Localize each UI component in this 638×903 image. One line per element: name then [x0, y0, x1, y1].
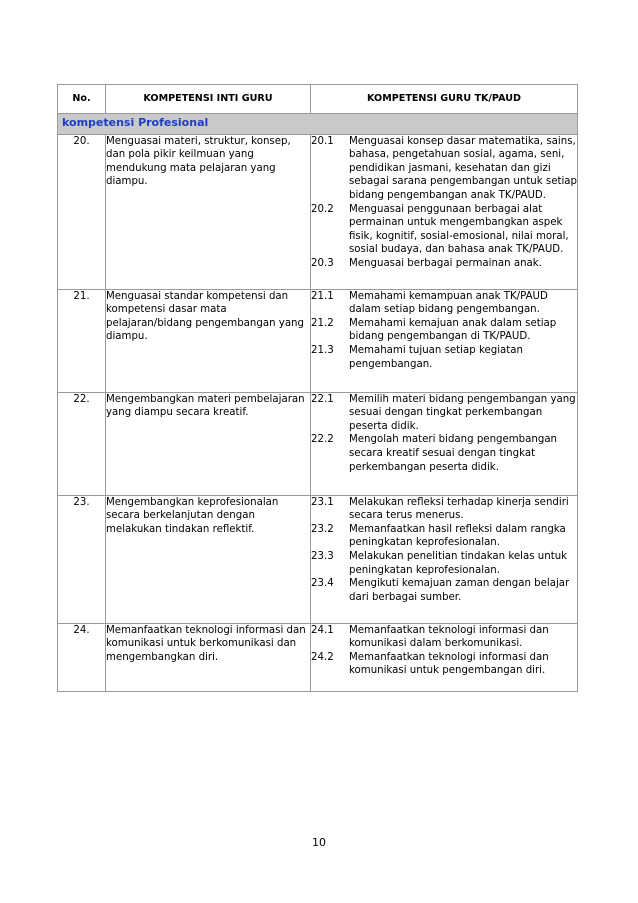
sub-competency-number: 24.2 — [311, 651, 334, 663]
core-competency-text: Menguasai standar kompetensi dan kompetensi dasar mata pelajaran/bidang pengembangan yang diampu. — [106, 289, 311, 392]
sub-competency-item — [311, 203, 577, 257]
sub-competency-number: 23.4 — [311, 578, 334, 590]
sub-competency-item — [311, 433, 577, 474]
section-row — [58, 114, 578, 135]
sub-competency-item — [311, 317, 577, 344]
competency-table — [57, 84, 578, 692]
sub-competency-item — [311, 135, 577, 203]
table-row — [58, 623, 578, 691]
sub-competency-item — [311, 651, 577, 678]
sub-competency-item — [311, 523, 577, 550]
row-number: 22. — [58, 392, 106, 495]
sub-competency-text: Menguasai konsep dasar matematika, sains, bahasa, pengetahuan sosial, agama, seni, pendidikan jasmani, kesehatan dan gizi sebagai sarana pengembangan untuk setiap bidang pengembangan anak TK/PAUD. — [349, 135, 578, 201]
sub-competency-text: Melakukan penelitian tindakan kelas untuk peningkatan keprofesionalan. — [349, 550, 568, 576]
table-header-row — [58, 85, 578, 114]
page-number: 10 — [312, 836, 326, 849]
sub-competency-item — [311, 577, 577, 604]
sub-competency-text: Memanfaatkan teknologi informasi dan komunikasi untuk pengembangan diri. — [349, 651, 549, 677]
core-competency-text: Memanfaatkan teknologi informasi dan komunikasi untuk berkomunikasi dan mengembangkan diri. — [106, 623, 311, 691]
sub-competency-text: Menguasai penggunaan berbagai alat permainan untuk mengembangkan aspek fisik, kognitif, sosial-emosional, nilai moral, sosial budaya, dan bahasa anak TK/PAUD. — [349, 203, 569, 256]
sub-competency-number: 23.1 — [311, 496, 334, 508]
sub-competency-text: Memanfaatkan hasil refleksi dalam rangka peningkatan keprofesionalan. — [349, 523, 566, 549]
sub-competency-item — [311, 393, 577, 434]
sub-competency-number: 20.1 — [311, 135, 334, 147]
sub-competency-text: Melakukan refleksi terhadap kinerja sendiri secara terus menerus. — [349, 496, 569, 522]
table-row — [58, 289, 578, 392]
sub-competency-number: 21.3 — [311, 344, 334, 356]
sub-competency-item — [311, 496, 577, 523]
sub-competency-item — [311, 344, 577, 371]
header-kompetensi-inti: KOMPETENSI INTI GURU — [106, 85, 311, 114]
sub-competency-list — [311, 495, 578, 623]
header-no: No. — [58, 85, 106, 114]
sub-competency-text: Mengolah materi bidang pengembangan secara kreatif sesuai dengan tingkat perkembangan peserta didik. — [349, 434, 558, 473]
core-competency-text: Mengembangkan materi pembelajaran yang diampu secara kreatif. — [106, 392, 311, 495]
sub-competency-list — [311, 392, 578, 495]
sub-competency-text: Memahami tujuan setiap kegiatan pengembangan. — [349, 344, 523, 370]
sub-competency-item — [311, 624, 577, 651]
sub-competency-text: Memahami kemampuan anak TK/PAUD dalam setiap bidang pengembangan. — [349, 290, 548, 316]
header-kompetensi-guru: KOMPETENSI GURU TK/PAUD — [311, 85, 578, 114]
sub-competency-item — [311, 257, 577, 271]
sub-competency-number: 20.2 — [311, 203, 334, 215]
sub-competency-number: 23.2 — [311, 523, 334, 535]
sub-competency-number: 21.2 — [311, 317, 334, 329]
sub-competency-list — [311, 623, 578, 691]
row-number: 20. — [58, 134, 106, 289]
sub-competency-text: Memilih materi bidang pengembangan yang sesuai dengan tingkat perkembangan peserta didik. — [349, 393, 576, 432]
sub-competency-number: 24.1 — [311, 624, 334, 636]
sub-competency-item — [311, 290, 577, 317]
row-number: 21. — [58, 289, 106, 392]
table-row — [58, 392, 578, 495]
sub-competency-number: 22.2 — [311, 434, 334, 446]
table-row — [58, 495, 578, 623]
sub-competency-text: Mengikuti kemajuan zaman dengan belajar dari berbagai sumber. — [349, 578, 570, 603]
sub-competency-number: 22.1 — [311, 393, 334, 405]
sub-competency-list — [311, 134, 578, 289]
core-competency-text: Mengembangkan keprofesionalan secara berkelanjutan dengan melakukan tindakan reflektif. — [106, 495, 311, 623]
table-row — [58, 134, 578, 289]
sub-competency-number: 21.1 — [311, 290, 334, 302]
sub-competency-number: 23.3 — [311, 550, 334, 562]
sub-competency-text: Memanfaatkan teknologi informasi dan komunikasi dalam berkomunikasi. — [349, 624, 549, 650]
sub-competency-item — [311, 550, 577, 577]
section-label: kompetensi Profesional — [62, 116, 209, 129]
sub-competency-text: Memahami kemajuan anak dalam setiap bidang pengembangan di TK/PAUD. — [349, 317, 557, 343]
core-competency-text: Menguasai materi, struktur, konsep, dan pola pikir keilmuan yang mendukung mata pelajaran yang diampu. — [106, 134, 311, 289]
section-cell — [58, 114, 578, 135]
row-number: 23. — [58, 495, 106, 623]
row-number: 24. — [58, 623, 106, 691]
sub-competency-text: Menguasai berbagai permainan anak. — [349, 257, 542, 269]
sub-competency-list — [311, 289, 578, 392]
sub-competency-number: 20.3 — [311, 257, 334, 269]
